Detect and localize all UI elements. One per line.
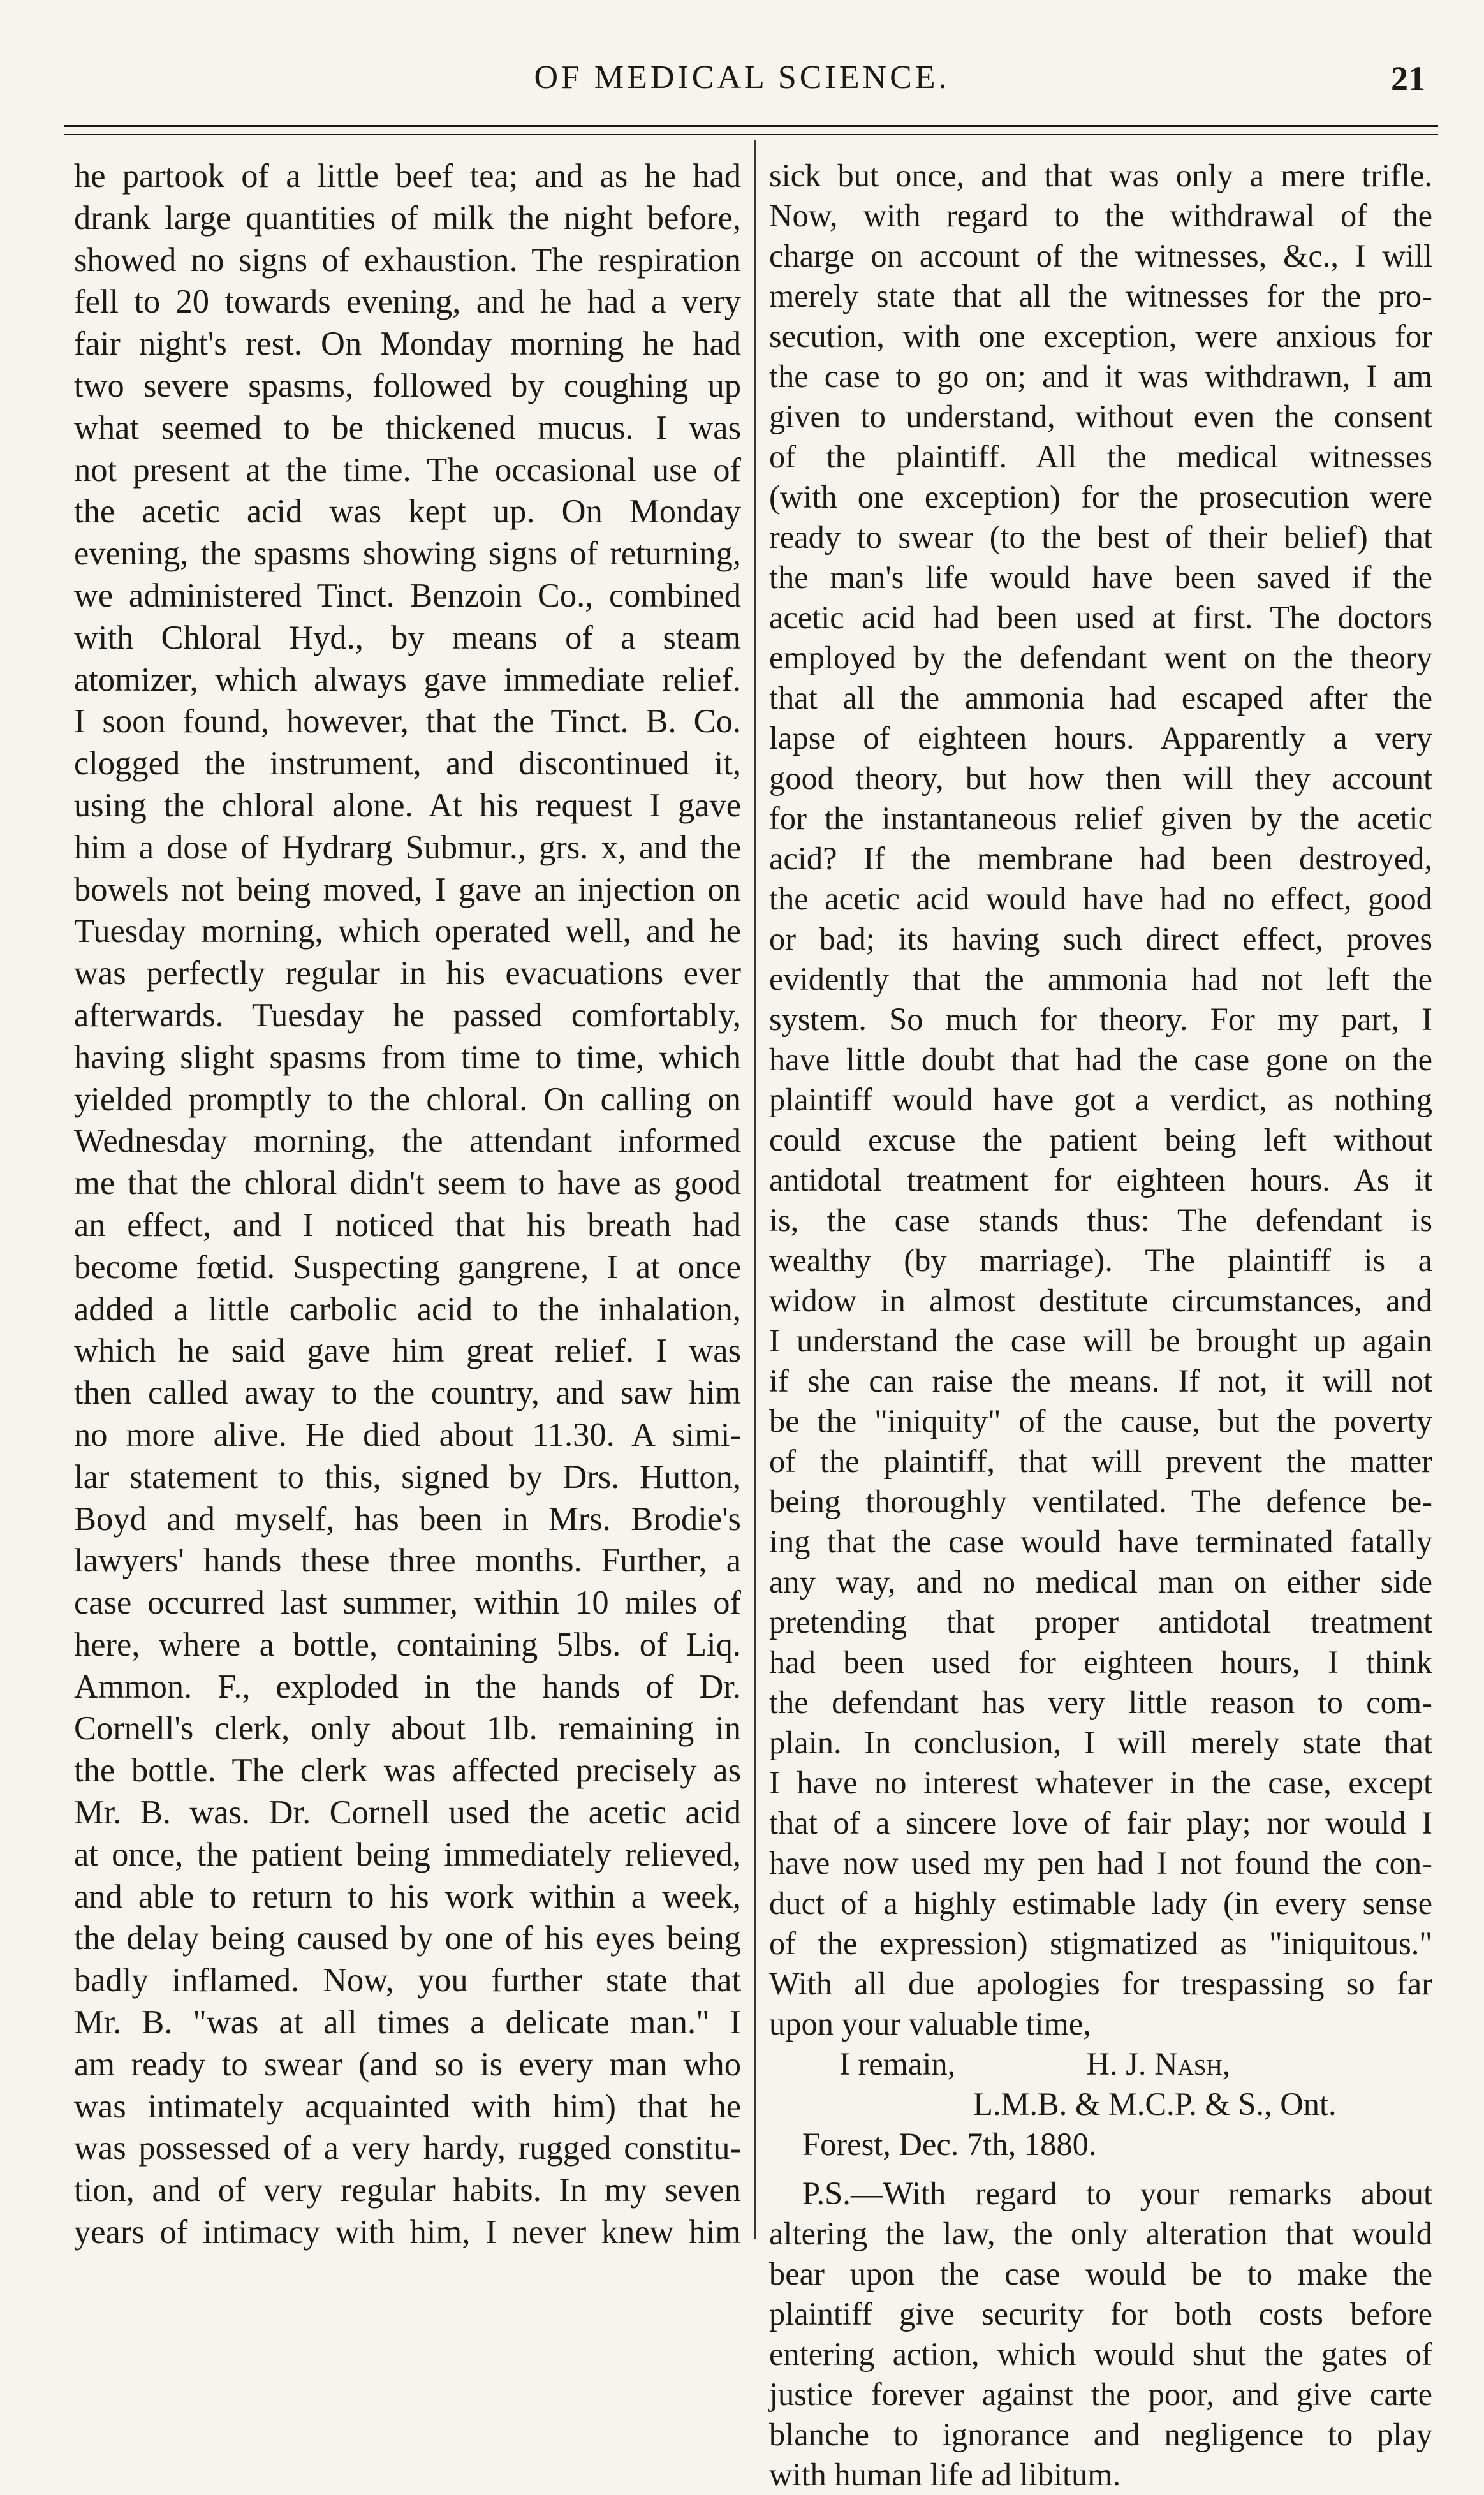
text-line: I soon found, however, that the Tinct. B. Co. [74, 703, 741, 740]
text-line: case occurred last summer, within 10 miles of [74, 1584, 741, 1622]
text-line: Tuesday morning, which operated well, and he [74, 913, 741, 950]
text-line: system. So much for theory. For my part, I [769, 1001, 1432, 1037]
text-line: acetic acid had been used at first. The doctors [769, 600, 1432, 635]
text-line: which he said gave him great relief. I was [74, 1332, 741, 1370]
text-line: plaintiff would have got a verdict, as nothing [769, 1082, 1432, 1117]
text-line: yielded promptly to the chloral. On calling on [74, 1080, 741, 1118]
text-line: secution, with one exception, were anxious for [769, 318, 1432, 354]
text-line: am ready to swear (and so is every man who [74, 2045, 741, 2083]
text-line: clogged the instrument, and discontinued it, [74, 745, 741, 783]
text-line: the defendant has very little reason to com- [769, 1684, 1432, 1720]
text-line: atomizer, which always gave immediate relief. [74, 661, 741, 698]
text-line: showed no signs of exhaustion. The respiration [74, 241, 741, 279]
closing-text: I remain, [839, 2046, 956, 2082]
text-line: any way, and no medical man on either side [769, 1564, 1432, 1600]
right-column [769, 156, 1432, 2492]
postscript-line: with human life ad libitum. [769, 2457, 1121, 2492]
text-line: sick but once, and that was only a mere trifle. [769, 158, 1432, 193]
text-line: years of intimacy with him, I never knew him [74, 2214, 741, 2251]
text-line: was intimately acquainted with him) that he [74, 2087, 741, 2125]
text-line: employed by the defendant went on the theory [769, 640, 1432, 675]
postscript-line: bear upon the case would be to make the [769, 2256, 1432, 2292]
text-line: upon your valuable time, [769, 2006, 1091, 2042]
postscript-line: blanche to ignorance and negligence to play [769, 2417, 1432, 2452]
text-line: that all the ammonia had escaped after the [769, 680, 1432, 716]
text-line: fell to 20 towards evening, and he had a very [74, 283, 741, 321]
text-line: the bottle. The clerk was affected precisely as [74, 1752, 741, 1790]
text-line: given to understand, without even the consent [769, 399, 1432, 434]
text-line: tion, and of very regular habits. In my seven [74, 2172, 741, 2209]
text-line: Mr. B. was. Dr. Cornell used the acetic acid [74, 1794, 741, 1832]
text-line: duct of a highly estimable lady (in every sense [769, 1885, 1432, 1921]
text-line: being thoroughly ventilated. The defence be- [769, 1483, 1432, 1519]
text-line: Cornell's clerk, only about 1lb. remaining in [74, 1710, 741, 1748]
text-line: the man's life would have been saved if the [769, 559, 1432, 595]
text-line: what seemed to be thickened mucus. I was [74, 409, 741, 446]
text-line: merely state that all the witnesses for the pro- [769, 278, 1432, 314]
text-line: using the chloral alone. At his request I gave [74, 786, 741, 824]
postscript-line: entering action, which would shut the gates of [769, 2336, 1432, 2372]
postscript-line: P.S.—With regard to your remarks about [802, 2175, 1432, 2211]
text-line: that of a sincere love of fair play; nor would I [769, 1805, 1432, 1841]
text-line: we administered Tinct. Benzoin Co., combined [74, 577, 741, 614]
text-line: lawyers' hands these three months. Further, a [74, 1542, 741, 1580]
text-line: lar statement to this, signed by Drs. Hutton, [74, 1458, 741, 1496]
letter-body [769, 156, 1432, 2044]
text-line: an effect, and I noticed that his breath had [74, 1206, 741, 1244]
text-line: of the plaintiff. All the medical witnesses [769, 439, 1432, 475]
page-number: 21 [1391, 59, 1425, 98]
text-line: was possessed of a very hardy, rugged constitu- [74, 2130, 741, 2167]
text-line: no more alive. He died about 11.30. A simi- [74, 1416, 741, 1454]
text-line: of the plaintiff, that will prevent the matter [769, 1443, 1432, 1479]
text-line: he partook of a little beef tea; and as he had [74, 158, 741, 195]
postscript-line: plaintiff give security for both costs before [769, 2296, 1432, 2332]
text-line: then called away to the country, and saw him [74, 1374, 741, 1412]
text-line: here, where a bottle, containing 5lbs. of Liq. [74, 1626, 741, 1663]
text-line: Ammon. F., exploded in the hands of Dr. [74, 1668, 741, 1705]
text-line: with Chloral Hyd., by means of a steam [74, 619, 741, 656]
text-line: fair night's rest. On Monday morning he had [74, 325, 741, 363]
signature-credentials: L.M.B. & M.C.P. & S., Ont. [973, 2086, 1337, 2122]
text-line: Boyd and myself, has been in Mrs. Brodie's [74, 1500, 741, 1538]
text-line: two severe spasms, followed by coughing up [74, 367, 741, 404]
text-line: me that the chloral didn't seem to have as good [74, 1165, 741, 1202]
text-line: evidently that the ammonia had not left the [769, 961, 1432, 997]
text-line: and able to return to his work within a week, [74, 1878, 741, 1915]
text-line: the delay being caused by one of his eyes being [74, 1920, 741, 1957]
text-line: Mr. B. "was at all times a delicate man." I [74, 2004, 741, 2042]
text-line: antidotal treatment for eighteen hours. As it [769, 1162, 1432, 1198]
text-line: added a little carbolic acid to the inhalation, [74, 1290, 741, 1328]
text-line: ready to swear (to the best of their belief) that [769, 519, 1432, 555]
text-line: I understand the case will be brought up again [769, 1323, 1432, 1358]
text-line: have now used my pen had I not found the con- [769, 1845, 1432, 1881]
text-line: having slight spasms from time to time, which [74, 1038, 741, 1076]
text-line: Wednesday morning, the attendant informed [74, 1122, 741, 1160]
signature-closing [769, 2044, 1432, 2084]
text-line: drank large quantities of milk the night before, [74, 199, 741, 237]
signature-dateline: Forest, Dec. 7th, 1880. [802, 2126, 1097, 2162]
text-line: at once, the patient being immediately relieved, [74, 1836, 741, 1873]
text-line: widow in almost destitute circumstances, and [769, 1283, 1432, 1318]
running-title: OF MEDICAL SCIENCE. [534, 59, 950, 96]
text-line: become fœtid. Suspecting gangrene, I at once [74, 1248, 741, 1286]
text-line: acid? If the membrane had been destroyed, [769, 841, 1432, 876]
signature-name: H. J. Nash, [1086, 2046, 1231, 2082]
text-line: was perfectly regular in his evacuations ever [74, 955, 741, 992]
text-line: bowels not being moved, I gave an injection on [74, 871, 741, 908]
postscript [769, 2174, 1432, 2495]
text-line: evening, the spasms showing signs of returning, [74, 535, 741, 573]
text-line: (with one exception) for the prosecution were [769, 479, 1432, 515]
text-line: Now, with regard to the withdrawal of the [769, 198, 1432, 233]
text-line: lapse of eighteen hours. Apparently a very [769, 720, 1432, 756]
postscript-line: justice forever against the poor, and give carte [769, 2376, 1432, 2412]
text-line: had been used for eighteen hours, I think [769, 1644, 1432, 1680]
text-line: is, the case stands thus: The defendant is [769, 1202, 1432, 1238]
text-line: plain. In conclusion, I will merely state that [769, 1725, 1432, 1760]
text-line: be the "iniquity" of the cause, but the poverty [769, 1403, 1432, 1439]
postscript-line: altering the law, the only alteration that would [769, 2216, 1432, 2251]
text-line: pretending that proper antidotal treatment [769, 1604, 1432, 1640]
text-line: of the expression) stigmatized as "iniquitous." [769, 1925, 1432, 1961]
text-line: badly inflamed. Now, you further state that [74, 1962, 741, 1999]
column-divider [754, 140, 756, 2239]
text-line: if she can raise the means. If not, it will not [769, 1363, 1432, 1399]
text-line: him a dose of Hydrarg Submur., grs. x, and the [74, 828, 741, 866]
header-rule [64, 125, 1438, 127]
text-line: good theory, but how then will they account [769, 760, 1432, 796]
text-line: I have no interest whatever in the case, except [769, 1765, 1432, 1800]
left-column [74, 156, 741, 2251]
text-line: charge on account of the witnesses, &c., I will [769, 238, 1432, 274]
text-line: have little doubt that had the case gone on the [769, 1041, 1432, 1077]
text-line: wealthy (by marriage). The plaintiff is a [769, 1242, 1432, 1278]
running-head [0, 59, 1484, 110]
text-line: could excuse the patient being left without [769, 1122, 1432, 1158]
text-line: for the instantaneous relief given by the acetic [769, 800, 1432, 836]
header-rule-thin [64, 134, 1438, 135]
text-line: not present at the time. The occasional use of [74, 451, 741, 489]
text-line: the acetic acid would have had no effect, good [769, 881, 1432, 916]
text-line: ing that the case would have terminated fatally [769, 1524, 1432, 1559]
text-line: the acetic acid was kept up. On Monday [74, 493, 741, 531]
text-line: afterwards. Tuesday he passed comfortably, [74, 996, 741, 1034]
text-line: With all due apologies for trespassing so far [769, 1966, 1432, 2001]
text-line: or bad; its having such direct effect, proves [769, 921, 1432, 957]
text-line: the case to go on; and it was withdrawn, I am [769, 358, 1432, 394]
